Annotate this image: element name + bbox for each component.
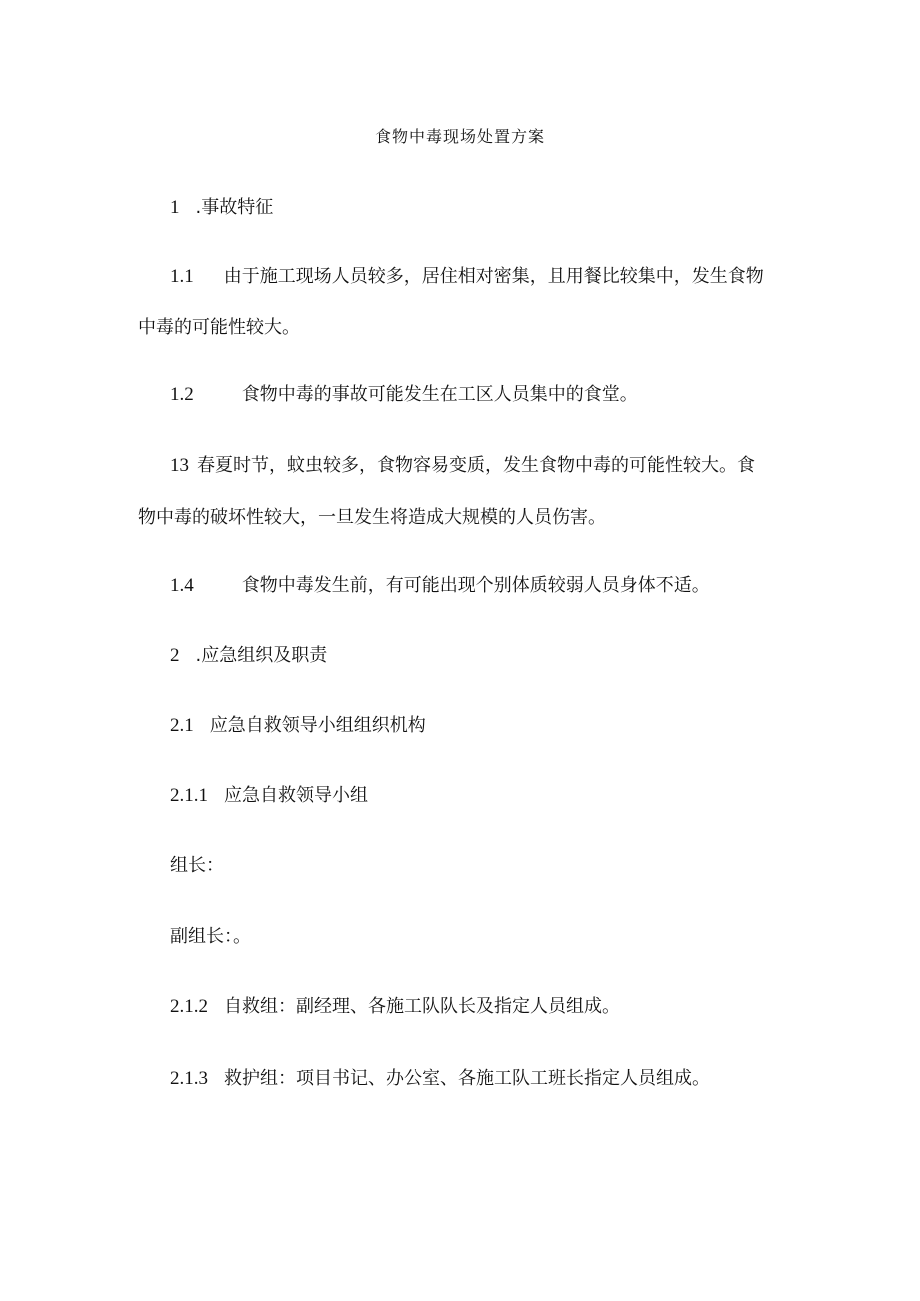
- item-number: 2.1.1: [170, 785, 208, 806]
- paragraph-1-2: [170, 383, 638, 407]
- item-number: 1.2: [170, 384, 194, 405]
- paragraph-2-1-3: [170, 1067, 710, 1091]
- item-text: 应急自救领导小组组织机构: [209, 715, 426, 736]
- section-heading-1: [170, 196, 273, 220]
- item-number: 2.1.3: [170, 1068, 208, 1089]
- leader-line: 组长：: [170, 855, 224, 876]
- section-title: .应急组织及职责: [195, 645, 328, 666]
- paragraph-1-3-line2: 物中毒的破坏性较大，一旦发生将造成大规模的人员伤害。: [138, 507, 606, 528]
- paragraph-1-4: [170, 574, 710, 598]
- item-text: 应急自救领导小组: [224, 785, 368, 806]
- item-number: 2.1: [170, 715, 194, 736]
- document-title: 食物中毒现场处置方案: [374, 127, 545, 146]
- item-number: 1.1: [170, 266, 194, 287]
- item-number: 13: [170, 455, 189, 476]
- section-heading-2: [170, 644, 327, 668]
- section-title: .事故特征: [195, 197, 274, 218]
- item-number: 2.1.2: [170, 996, 208, 1017]
- item-text: 春夏时节，蚊虫较多，食物容易变质，发生食物中毒的可能性较大。食: [197, 455, 755, 476]
- item-number: 1.4: [170, 575, 194, 596]
- paragraph-2-1: [170, 714, 426, 738]
- paragraph-1-1-line2: 中毒的可能性较大。: [138, 317, 300, 338]
- section-number: 1: [170, 197, 180, 218]
- paragraph-2-1-2: [170, 995, 620, 1019]
- paragraph-2-1-1: [170, 784, 368, 808]
- item-text: 自救组：副经理、各施工队队长及指定人员组成。: [224, 996, 620, 1017]
- item-text: 食物中毒的事故可能发生在工区人员集中的食堂。: [241, 384, 638, 405]
- paragraph-1-3-line1: [170, 454, 755, 478]
- item-text: 由于施工现场人员较多，居住相对密集，且用餐比较集中，发生食物: [223, 266, 764, 287]
- paragraph-1-1-line1: [170, 265, 764, 289]
- item-text: 救护组：项目书记、办公室、各施工队工班长指定人员组成。: [224, 1068, 710, 1089]
- deputy-leader-line: 副组长：。: [170, 926, 251, 947]
- section-number: 2: [170, 645, 180, 666]
- item-text: 食物中毒发生前，有可能出现个别体质较弱人员身体不适。: [241, 575, 710, 596]
